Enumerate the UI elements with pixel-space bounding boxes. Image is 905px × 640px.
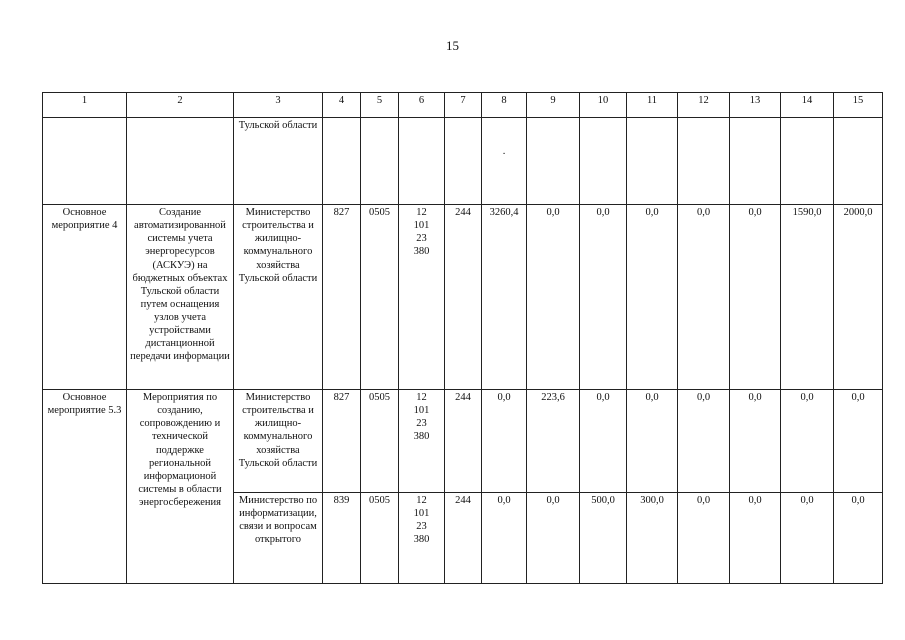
header-cell: 1 bbox=[43, 93, 127, 118]
col6-cell: 12 101 23 380 bbox=[399, 205, 445, 390]
stray-mark: . bbox=[502, 146, 506, 157]
col9-cell: 0,0 bbox=[527, 205, 580, 390]
col5-cell: 0505 bbox=[361, 205, 399, 390]
header-cell: 14 bbox=[781, 93, 834, 118]
col4-cell: 839 bbox=[323, 493, 361, 584]
org-cell: Министерство строительства и жилищно-коммунального хозяйства Тульской области bbox=[234, 205, 323, 390]
col6-cell: 12 101 23 380 bbox=[399, 493, 445, 584]
col10-cell: 0,0 bbox=[580, 390, 627, 493]
col8-cell: 3260,4 bbox=[482, 205, 527, 390]
event-cell: Основное мероприятие 5.3 bbox=[43, 390, 127, 584]
col7-cell: 244 bbox=[445, 205, 482, 390]
col14-cell: 0,0 bbox=[781, 493, 834, 584]
col12-cell: 0,0 bbox=[678, 205, 730, 390]
col13-cell: 0,0 bbox=[730, 493, 781, 584]
col8-cell: 0,0 bbox=[482, 493, 527, 584]
col15-cell: 0,0 bbox=[834, 493, 883, 584]
col9-cell: 223,6 bbox=[527, 390, 580, 493]
header-cell: 7 bbox=[445, 93, 482, 118]
col11-cell: 300,0 bbox=[627, 493, 678, 584]
org-cell: Министерство по информатизации, связи и вопросам открытого bbox=[234, 493, 323, 584]
col15-cell: 0,0 bbox=[834, 390, 883, 493]
col5-cell: 0505 bbox=[361, 390, 399, 493]
header-cell: 13 bbox=[730, 93, 781, 118]
header-cell: 15 bbox=[834, 93, 883, 118]
name-cell: Мероприятия по созданию, сопровождению и технической поддержке региональной информационой системы в области энергосбережения bbox=[127, 390, 234, 584]
header-cell: 4 bbox=[323, 93, 361, 118]
header-cell: 9 bbox=[527, 93, 580, 118]
col14-cell: 0,0 bbox=[781, 390, 834, 493]
header-cell: 5 bbox=[361, 93, 399, 118]
col8-cell: 0,0 bbox=[482, 390, 527, 493]
name-cell: Создание автоматизированной системы учета энергоресурсов (АСКУЭ) на бюджетных объектах Тульской области путем оснащения узлов учета устройствами дистанционной передачи информации bbox=[127, 205, 234, 390]
col9-cell: 0,0 bbox=[527, 493, 580, 584]
event-cell: Основное мероприятие 4 bbox=[43, 205, 127, 390]
table-row-event-4 bbox=[43, 205, 883, 390]
col4-cell: 827 bbox=[323, 390, 361, 493]
col14-cell: 1590,0 bbox=[781, 205, 834, 390]
col6-cell: 12 101 23 380 bbox=[399, 390, 445, 493]
header-cell: 6 bbox=[399, 93, 445, 118]
header-cell: 8 bbox=[482, 93, 527, 118]
col15-cell: 2000,0 bbox=[834, 205, 883, 390]
col11-cell: 0,0 bbox=[627, 390, 678, 493]
col10-cell: 500,0 bbox=[580, 493, 627, 584]
org-cell: Тульской области bbox=[234, 118, 323, 205]
col12-cell: 0,0 bbox=[678, 493, 730, 584]
col12-cell: 0,0 bbox=[678, 390, 730, 493]
col5-cell: 0505 bbox=[361, 493, 399, 584]
table-row-event-5-3 bbox=[43, 390, 883, 493]
col7-cell: 244 bbox=[445, 493, 482, 584]
col13-cell: 0,0 bbox=[730, 205, 781, 390]
header-row bbox=[43, 93, 883, 118]
col7-cell: 244 bbox=[445, 390, 482, 493]
header-cell: 2 bbox=[127, 93, 234, 118]
col4-cell: 827 bbox=[323, 205, 361, 390]
header-cell: 10 bbox=[580, 93, 627, 118]
col13-cell: 0,0 bbox=[730, 390, 781, 493]
org-cell: Министерство строительства и жилищно-коммунального хозяйства Тульской области bbox=[234, 390, 323, 493]
page-number: 15 bbox=[446, 38, 459, 53]
header-cell: 11 bbox=[627, 93, 678, 118]
col10-cell: 0,0 bbox=[580, 205, 627, 390]
col11-cell: 0,0 bbox=[627, 205, 678, 390]
header-cell: 12 bbox=[678, 93, 730, 118]
budget-table bbox=[42, 92, 883, 584]
table-row-continuation bbox=[43, 118, 883, 205]
header-cell: 3 bbox=[234, 93, 323, 118]
